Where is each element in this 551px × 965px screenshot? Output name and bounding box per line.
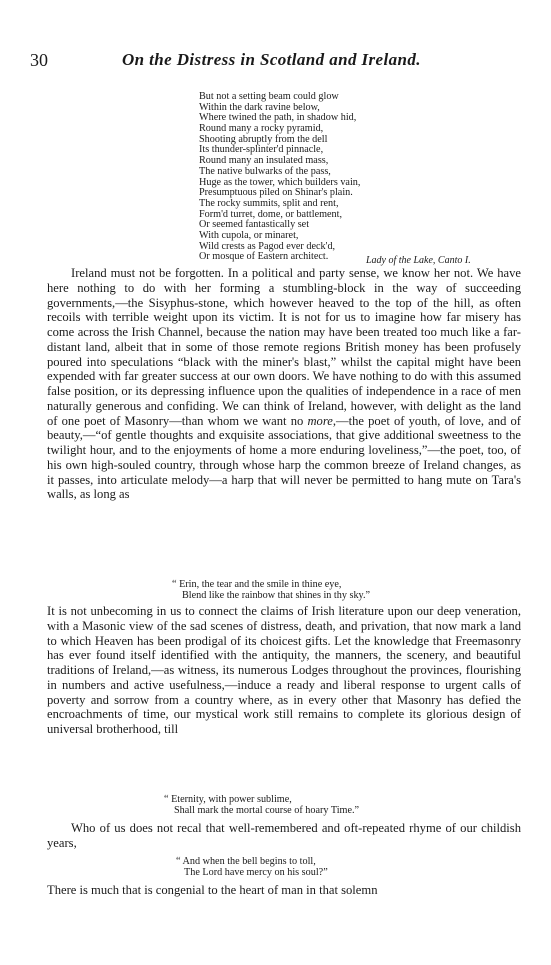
verse-line: The Lord have mercy on his soul?” [184,866,328,878]
verse-line: “ Eternity, with power sublime, [164,794,292,805]
verse-line: Where twined the path, in shadow hid, [199,112,357,124]
page-number: 30 [30,50,48,70]
verse-line: “ Erin, the tear and the smile in thine eye, [172,579,342,590]
verse-eternity [164,795,359,816]
paragraph-solemn: There is much that is congenial to the heart of man in that solemn [47,883,378,897]
verse-citation: Lady of the Lake, Canto I. [366,255,471,266]
emphasis-word: more [307,413,333,428]
paragraph-irish-literature: It is not unbecoming in us to connect the claims of Irish literature upon our deep veneration, with a Masonic view of the sad scenes of distress, death, and privation, that now mark a land to which Heaven has been prodigal of its choicest gifts. Let the knowledge that Freemasonry has ever found itself identified with the antiquity, the manners, the scenery, and beautiful traditions of Ireland,—as witness, its numerous Lodges throughout the provinces, flourishing in numbers and active usefulness,—induce a ready and liberal response to urgent calls of poverty and sorrow from a country where, as in every other that Masonry has defied the encroachments of time, our mystical work still remains to complete its glorious design of universal brotherhood, till [47,604,521,736]
paragraph-childish-rhyme: Who of us does not recal that well-remembered and oft-repeated rhyme of our childish years, [47,821,521,850]
verse-line: Shooting abruptly from the dell [199,133,328,145]
verse-line: Presumptuous piled on Shinar's plain. [199,187,353,199]
running-title: On the Distress in Scotland and Ireland. [122,50,421,69]
verse-line: Round many a rocky pyramid, [199,123,324,135]
paragraph-text: Ireland must not be forgotten. In a political and party sense, we know her not. We have here nothing to do with her forming a stumbling-block in the way of succeeding governments,—the Sisyphus-stone, which however heaved to the top of the hill, as often recoils with terrible weight upon its victim. It is not for us to imagine how far misery has come across the Irish Channel, because the nation may have been treated too much like a far-distant land, albeit that in some of those remote regions British money has been profusely poured into speculations “black with the miner's blast,” whilst the capital might have been expended with far greater success at our own doors. We have nothing to do with this assumed false position, or its depressing influence upon the qualities of independence in a race of men naturally generous and confiding. We can think of Ireland, however, with delight as the land of one poet of Masonry—than whom we want no [47,266,521,428]
paragraph-text: ,—the poet of youth, of love, and of beauty,—“of gentle thoughts and exquisite associations, that give additional sweetness to the twilight hour, and to the enjoyments of home a more enduring loveliness,”—the poet, too, of his own high-souled country, through whose harp the common breeze of Ireland changes, as it passes, into articulate melody—a harp that will never be permitted to hang mute on Tara's walls, as long as [47,413,521,502]
verse-line: “ And when the bell begins to toll, [176,856,316,867]
verse-line: But not a setting beam could glow [199,91,339,102]
verse-bell [176,857,328,878]
verse-line: Blend like the rainbow that shines in thy sky.” [182,589,371,601]
verse-line: Shall mark the mortal course of hoary Time.” [174,804,360,816]
verse-erin [172,580,370,601]
verse-line: Or mosque of Eastern architect. [199,251,329,263]
verse-line: Form'd turret, dome, or battlement, [199,208,343,220]
verse-line: Round many an insulated mass, [199,155,329,167]
page-header [30,50,510,80]
paragraph-ireland [47,266,521,502]
verse-line: Or seemed fantastically set [199,219,310,231]
verse-line: The native bulwarks of the pass, [199,165,331,177]
verse-line: Its thunder-splinter'd pinnacle, [199,144,324,156]
verse-lady-of-the-lake [199,92,360,263]
verse-line: Huge as the tower, which builders vain, [199,176,361,188]
verse-line: Within the dark ravine below, [199,101,320,113]
verse-line: With cupola, or minaret, [199,229,299,241]
verse-line: Wild crests as Pagod ever deck'd, [199,240,336,252]
verse-line: The rocky summits, split and rent, [199,197,339,209]
